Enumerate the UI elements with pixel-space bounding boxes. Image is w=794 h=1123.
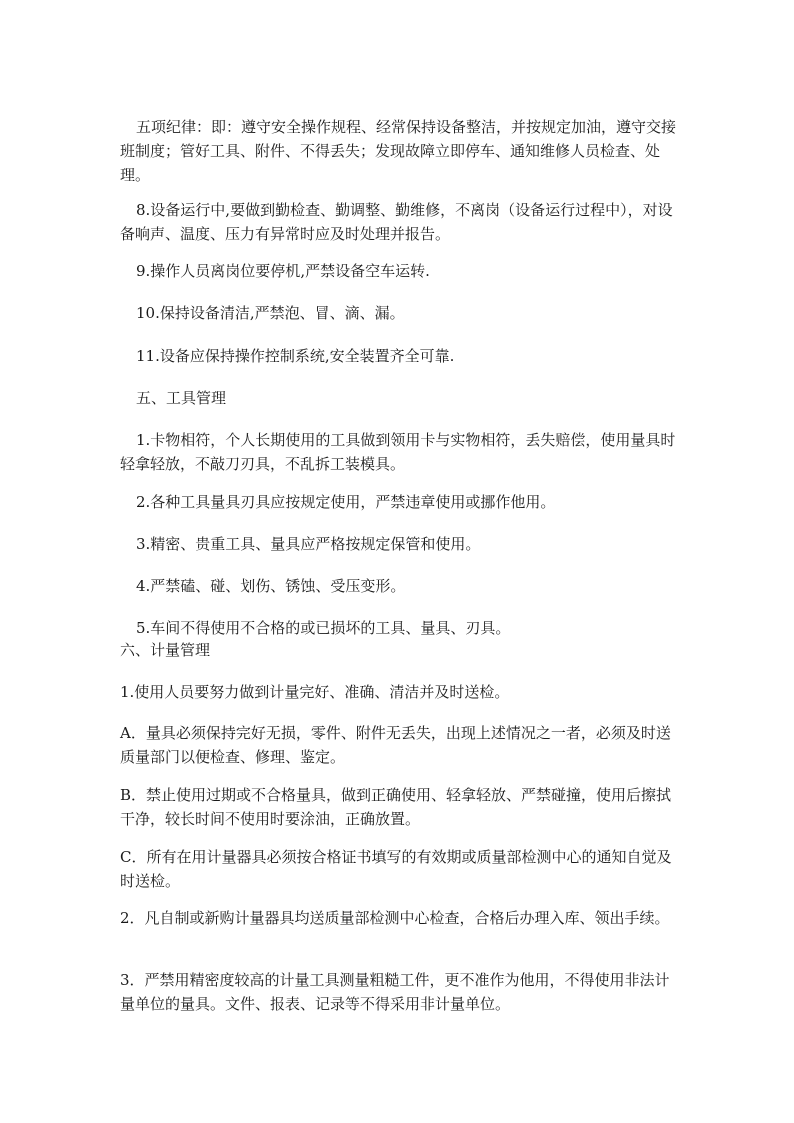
paragraph-metrology-item-c: C．所有在用计量器具必须按合格证书填写的有效期或质量部检测中心的通知自觉及时送检。 — [120, 848, 672, 890]
paragraph-item-9: 9.操作人员离岗位要停机,严禁设备空车运转. — [136, 262, 430, 280]
paragraph-item-10: 10.保持设备清洁,严禁泡、冒、滴、漏。 — [136, 304, 405, 322]
paragraph-metrology-item-b: B．禁止使用过期或不合格量具，做到正确使用、轻拿轻放、严禁碰撞，使用后擦拭干净，较长时间不使用时要涂油，正确放置。 — [120, 786, 672, 828]
paragraph-item-8: 8.设备运行中,要做到勤检查、勤调整、勤维修，不离岗（设备运行过程中），对设备响声、温度、压力有异常时应及时处理并报告。 — [120, 201, 673, 243]
section-heading-metrology-management: 六、计量管理 — [120, 641, 211, 659]
paragraph-tool-item-1: 1.卡物相符，个人长期使用的工具做到领用卡与实物相符，丢失赔偿，使用量具时轻拿轻放，不敲刀刃具，不乱拆工装模具。 — [120, 431, 676, 473]
paragraph-metrology-item-3: 3．严禁用精密度较高的计量工具测量粗糙工件，更不准作为他用，不得使用非法计量单位的量具。文件、报表、记录等不得采用非计量单位。 — [120, 971, 670, 1013]
section-heading-tool-management: 五、工具管理 — [136, 389, 227, 407]
paragraph-tool-item-3: 3.精密、贵重工具、量具应严格按规定保管和使用。 — [136, 535, 481, 553]
paragraph-five-disciplines: 五项纪律：即：遵守安全操作规程、经常保持设备整洁，并按规定加油，遵守交接班制度；管好工具、附件、不得丢失；发现故障立即停车、通知维修人员检查、处理。 — [120, 118, 677, 184]
paragraph-metrology-item-2: 2．凡自制或新购计量器具均送质量部检测中心检查，合格后办理入库、领出手续。 — [120, 909, 670, 927]
paragraph-tool-item-5: 5.车间不得使用不合格的或已损坏的工具、量具、刃具。 — [136, 619, 511, 637]
paragraph-metrology-item-a: A．量具必须保持完好无损，零件、附件无丢失，出现上述情况之一者，必须及时送质量部门以便检查、修理、鉴定。 — [120, 724, 671, 766]
paragraph-item-11: 11.设备应保持操作控制系统,安全装置齐全可靠. — [136, 347, 455, 365]
paragraph-tool-item-4: 4.严禁磕、碰、划伤、锈蚀、受压变形。 — [136, 577, 406, 595]
paragraph-metrology-item-1: 1.使用人员要努力做到计量完好、准确、清洁并及时送检。 — [120, 683, 510, 701]
paragraph-tool-item-2: 2.各种工具量具刃具应按规定使用，严禁违章使用或挪作他用。 — [136, 493, 556, 511]
